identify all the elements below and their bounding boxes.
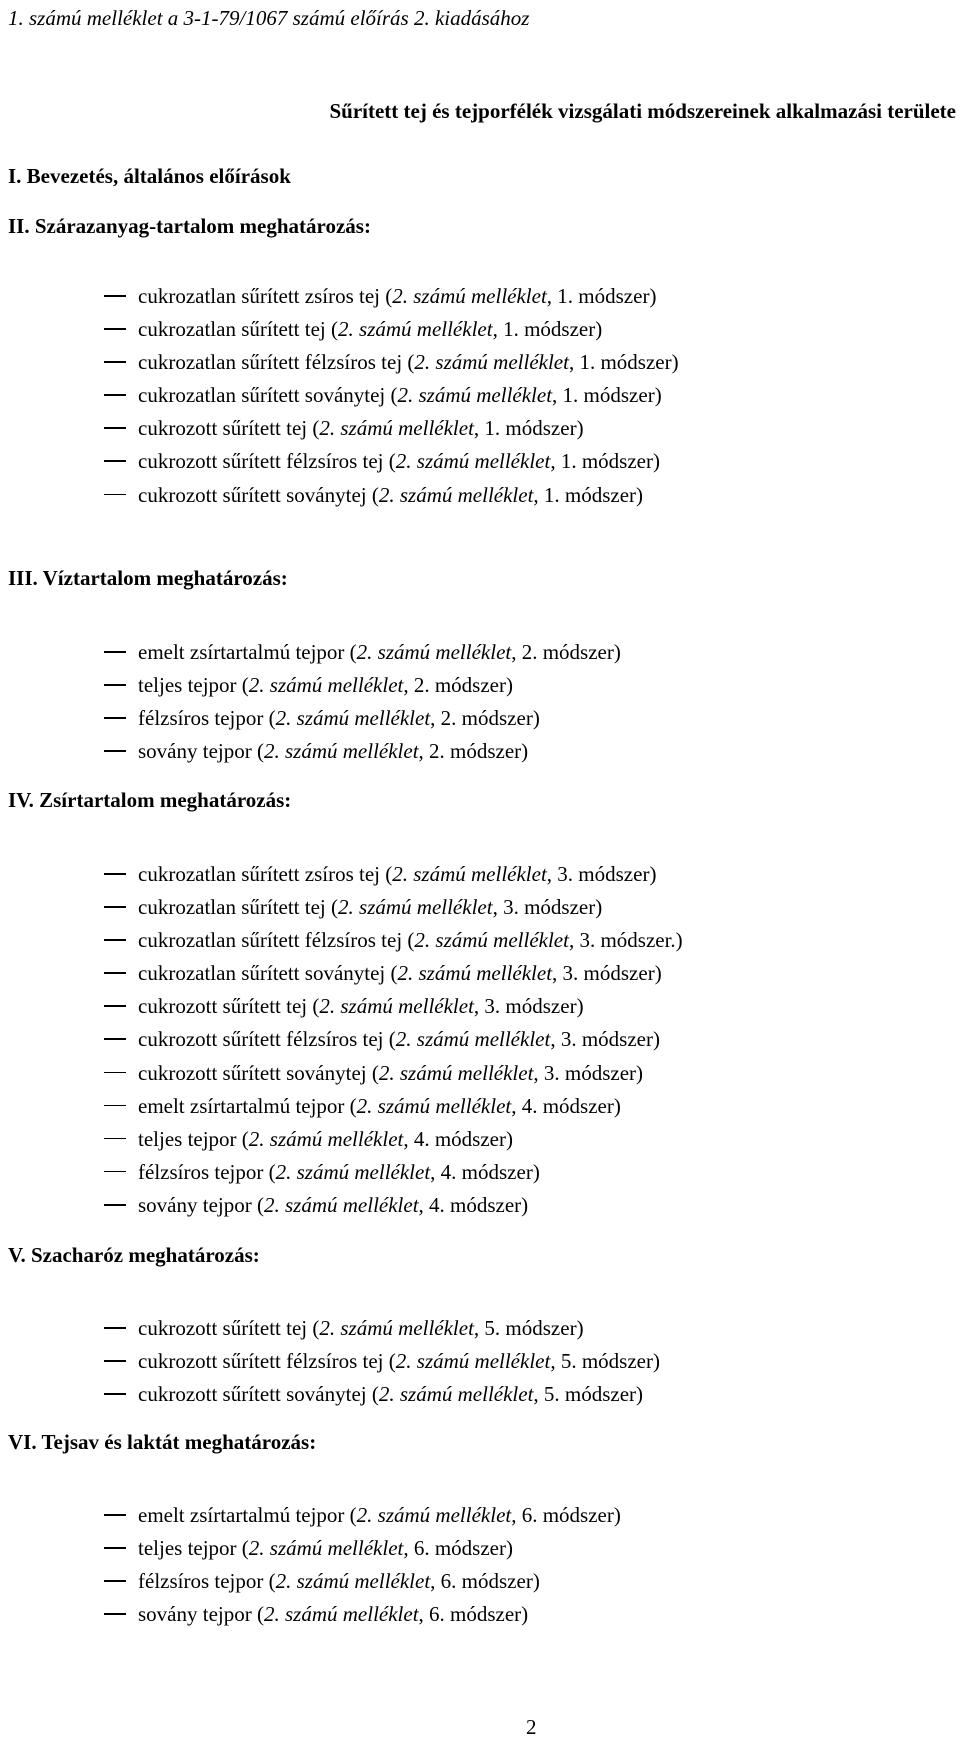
list-item bbox=[8, 705, 948, 738]
product-name: cukrozatlan sűrített félzsíros tej ( bbox=[138, 350, 415, 375]
page-number: 2 bbox=[526, 1715, 537, 1739]
dash-bullet-icon bbox=[104, 427, 126, 429]
method-number: , 1. módszer) bbox=[552, 383, 662, 408]
method-number: , 6. módszer) bbox=[403, 1536, 513, 1561]
dash-bullet-icon bbox=[104, 1327, 126, 1329]
dash-bullet-icon bbox=[104, 1547, 126, 1549]
annex-citation: 2. számú melléklet bbox=[414, 350, 569, 375]
method-number: , 3. módszer.) bbox=[568, 928, 683, 953]
annex-citation: 2. számú melléklet bbox=[248, 673, 404, 698]
list-item bbox=[8, 927, 948, 960]
list-item bbox=[8, 283, 948, 316]
product-name: sovány tejpor ( bbox=[138, 1192, 264, 1217]
method-number: , 1. módszer) bbox=[473, 416, 584, 441]
product-name: cukrozatlan sűrített zsíros tej ( bbox=[138, 862, 393, 886]
section-heading: V. Szacharóz meghatározás: bbox=[8, 1243, 260, 1267]
product-name: cukrozott sűrített tej ( bbox=[138, 1316, 320, 1340]
method-number: , 4. módszer) bbox=[418, 1192, 529, 1217]
annex-citation: 2. számú melléklet bbox=[395, 1349, 551, 1374]
annex-citation: 2. számú melléklet bbox=[378, 1060, 534, 1085]
product-name: cukrozatlan sűrített tej ( bbox=[138, 895, 339, 920]
list-item bbox=[8, 1093, 948, 1126]
dash-bullet-icon bbox=[104, 1204, 126, 1206]
product-name: cukrozott sűrített félzsíros tej ( bbox=[138, 1349, 396, 1374]
method-number: , 2. módszer) bbox=[430, 706, 540, 731]
method-number: , 4. módszer) bbox=[430, 1159, 540, 1184]
annex-citation: 2. számú melléklet bbox=[395, 449, 551, 474]
annex-citation: 2. számú melléklet bbox=[414, 928, 569, 953]
dash-bullet-icon bbox=[104, 1580, 126, 1582]
dash-bullet-icon bbox=[104, 1038, 126, 1040]
method-number: , 1. módszer) bbox=[533, 482, 644, 507]
product-name: cukrozatlan sűrített félzsíros tej ( bbox=[138, 928, 415, 953]
list-item bbox=[8, 1126, 948, 1159]
annex-citation: 2. számú melléklet bbox=[275, 1569, 431, 1594]
list-item bbox=[8, 349, 948, 382]
list-item bbox=[8, 1502, 948, 1535]
product-name: cukrozatlan sűrített soványtej ( bbox=[138, 383, 398, 408]
list-item bbox=[8, 316, 948, 349]
list-item bbox=[8, 993, 948, 1026]
dash-bullet-icon bbox=[104, 684, 126, 686]
annex-citation: 2. számú melléklet bbox=[263, 1192, 419, 1217]
section-fat-content bbox=[8, 787, 948, 1225]
method-list bbox=[8, 1502, 948, 1634]
annex-citation: 2. számú melléklet bbox=[392, 862, 547, 886]
section-sucrose bbox=[8, 1242, 948, 1414]
list-item bbox=[8, 415, 948, 448]
product-name: emelt zsírtartalmú tejpor ( bbox=[138, 1503, 357, 1527]
method-list bbox=[8, 1315, 948, 1414]
annex-citation: 2. számú melléklet bbox=[338, 317, 493, 342]
product-name: félzsíros tejpor ( bbox=[138, 1159, 276, 1184]
product-name: félzsíros tejpor ( bbox=[138, 1569, 276, 1594]
method-list bbox=[8, 639, 948, 771]
product-name: cukrozott sűrített soványtej ( bbox=[138, 482, 379, 507]
dash-bullet-icon bbox=[104, 394, 126, 396]
list-item bbox=[8, 1060, 948, 1093]
method-number: , 1. módszer) bbox=[546, 284, 657, 308]
product-name: cukrozott sűrített soványtej ( bbox=[138, 1382, 379, 1407]
list-item bbox=[8, 382, 948, 415]
product-name: cukrozott sűrített soványtej ( bbox=[138, 1060, 379, 1085]
method-number: , 3. módszer) bbox=[550, 1027, 660, 1052]
product-name: teljes tejpor ( bbox=[138, 1126, 249, 1151]
list-item bbox=[8, 1381, 948, 1414]
list-item bbox=[8, 448, 948, 481]
annex-citation: 2. számú melléklet bbox=[275, 1159, 431, 1184]
list-item bbox=[8, 672, 948, 705]
dash-bullet-icon bbox=[104, 906, 126, 908]
product-name: emelt zsírtartalmú tejpor ( bbox=[138, 640, 357, 664]
dash-bullet-icon bbox=[104, 939, 126, 941]
list-item bbox=[8, 861, 948, 894]
list-item bbox=[8, 960, 948, 993]
annex-citation: 2. számú melléklet bbox=[378, 1382, 534, 1407]
list-item bbox=[8, 1348, 948, 1381]
section-heading: IV. Zsírtartalom meghatározás: bbox=[8, 788, 292, 812]
annex-citation: 2. számú melléklet bbox=[319, 1316, 474, 1340]
list-item bbox=[8, 738, 948, 771]
method-number: , 3. módszer) bbox=[492, 895, 603, 920]
annex-citation: 2. számú melléklet bbox=[356, 640, 512, 664]
section-lactic-acid bbox=[8, 1429, 948, 1634]
method-number: , 5. módszer) bbox=[533, 1382, 644, 1407]
method-number: , 2. módszer) bbox=[511, 640, 621, 664]
dash-bullet-icon bbox=[104, 1105, 126, 1107]
method-number: , 6. módszer) bbox=[418, 1602, 529, 1627]
product-name: teljes tejpor ( bbox=[138, 1536, 249, 1561]
product-name: cukrozatlan sűrített tej ( bbox=[138, 317, 339, 342]
dash-bullet-icon bbox=[104, 1360, 126, 1362]
dash-bullet-icon bbox=[104, 494, 126, 496]
list-item bbox=[8, 482, 948, 515]
section-heading: II. Szárazanyag-tartalom meghatározás: bbox=[8, 214, 371, 238]
annex-citation: 2. számú melléklet bbox=[263, 739, 419, 764]
method-number: , 4. módszer) bbox=[403, 1126, 513, 1151]
annex-citation: 2. számú melléklet bbox=[263, 1602, 419, 1627]
product-name: cukrozott sűrített félzsíros tej ( bbox=[138, 449, 396, 474]
dash-bullet-icon bbox=[104, 1072, 126, 1074]
list-item bbox=[8, 1159, 948, 1192]
product-name: emelt zsírtartalmú tejpor ( bbox=[138, 1093, 357, 1118]
method-number: , 3. módszer) bbox=[552, 961, 662, 986]
dash-bullet-icon bbox=[104, 1514, 126, 1516]
annex-citation: 2. számú melléklet bbox=[397, 383, 553, 408]
product-name: sovány tejpor ( bbox=[138, 1602, 264, 1627]
list-item bbox=[8, 1192, 948, 1225]
product-name: félzsíros tejpor ( bbox=[138, 706, 276, 731]
list-item bbox=[8, 1026, 948, 1059]
method-number: , 1. módszer) bbox=[492, 317, 603, 342]
annex-citation: 2. számú melléklet bbox=[395, 1027, 551, 1052]
method-list bbox=[8, 861, 948, 1225]
dash-bullet-icon bbox=[104, 1005, 126, 1007]
method-list bbox=[8, 283, 948, 515]
product-name: cukrozatlan sűrített soványtej ( bbox=[138, 961, 398, 986]
dash-bullet-icon bbox=[104, 750, 126, 752]
section-heading-introduction: I. Bevezetés, általános előírások bbox=[8, 164, 291, 188]
method-number: , 1. módszer) bbox=[568, 350, 679, 375]
dash-bullet-icon bbox=[104, 460, 126, 462]
section-heading: VI. Tejsav és laktát meghatározás: bbox=[8, 1430, 317, 1454]
method-number: , 3. módszer) bbox=[546, 862, 657, 886]
section-dry-matter bbox=[8, 213, 948, 515]
annex-citation: 2. számú melléklet bbox=[356, 1503, 512, 1527]
dash-bullet-icon bbox=[104, 717, 126, 719]
annex-reference: 1. számú melléklet a 3-1-79/1067 számú előírás 2. kiadásához bbox=[8, 6, 530, 30]
product-name: teljes tejpor ( bbox=[138, 673, 249, 698]
annex-citation: 2. számú melléklet bbox=[319, 416, 474, 441]
product-name: cukrozott sűrített tej ( bbox=[138, 994, 320, 1019]
list-item bbox=[8, 639, 948, 672]
annex-citation: 2. számú melléklet bbox=[319, 994, 474, 1019]
annex-citation: 2. számú melléklet bbox=[378, 482, 534, 507]
method-number: , 1. módszer) bbox=[550, 449, 660, 474]
list-item bbox=[8, 1568, 948, 1601]
method-number: , 3. módszer) bbox=[533, 1060, 644, 1085]
annex-citation: 2. számú melléklet bbox=[392, 284, 547, 308]
list-item bbox=[8, 1315, 948, 1348]
section-heading: III. Víztartalom meghatározás: bbox=[8, 566, 288, 590]
dash-bullet-icon bbox=[104, 972, 126, 974]
dash-bullet-icon bbox=[104, 328, 126, 330]
annex-citation: 2. számú melléklet bbox=[248, 1126, 404, 1151]
dash-bullet-icon bbox=[104, 873, 126, 875]
method-number: , 2. módszer) bbox=[403, 673, 513, 698]
annex-citation: 2. számú melléklet bbox=[248, 1536, 404, 1561]
dash-bullet-icon bbox=[104, 361, 126, 363]
dash-bullet-icon bbox=[104, 1393, 126, 1395]
dash-bullet-icon bbox=[104, 1138, 126, 1140]
list-item bbox=[8, 894, 948, 927]
dash-bullet-icon bbox=[104, 651, 126, 653]
section-water-content bbox=[8, 565, 948, 771]
list-item bbox=[8, 1601, 948, 1634]
annex-citation: 2. számú melléklet bbox=[356, 1093, 512, 1118]
method-number: , 6. módszer) bbox=[430, 1569, 540, 1594]
dash-bullet-icon bbox=[104, 1613, 126, 1615]
product-name: sovány tejpor ( bbox=[138, 739, 264, 764]
annex-citation: 2. számú melléklet bbox=[338, 895, 493, 920]
annex-citation: 2. számú melléklet bbox=[397, 961, 553, 986]
annex-citation: 2. számú melléklet bbox=[275, 706, 431, 731]
method-number: , 5. módszer) bbox=[473, 1316, 584, 1340]
list-item bbox=[8, 1535, 948, 1568]
product-name: cukrozatlan sűrített zsíros tej ( bbox=[138, 284, 393, 308]
document-title: Sűrített tej és tejporfélék vizsgálati módszereinek alkalmazási területe bbox=[329, 99, 956, 123]
dash-bullet-icon bbox=[104, 295, 126, 297]
method-number: , 5. módszer) bbox=[550, 1349, 660, 1374]
product-name: cukrozott sűrített tej ( bbox=[138, 416, 320, 441]
product-name: cukrozott sűrített félzsíros tej ( bbox=[138, 1027, 396, 1052]
dash-bullet-icon bbox=[104, 1171, 126, 1173]
method-number: , 3. módszer) bbox=[473, 994, 584, 1019]
method-number: , 4. módszer) bbox=[511, 1093, 621, 1118]
method-number: , 6. módszer) bbox=[511, 1503, 621, 1527]
method-number: , 2. módszer) bbox=[418, 739, 529, 764]
